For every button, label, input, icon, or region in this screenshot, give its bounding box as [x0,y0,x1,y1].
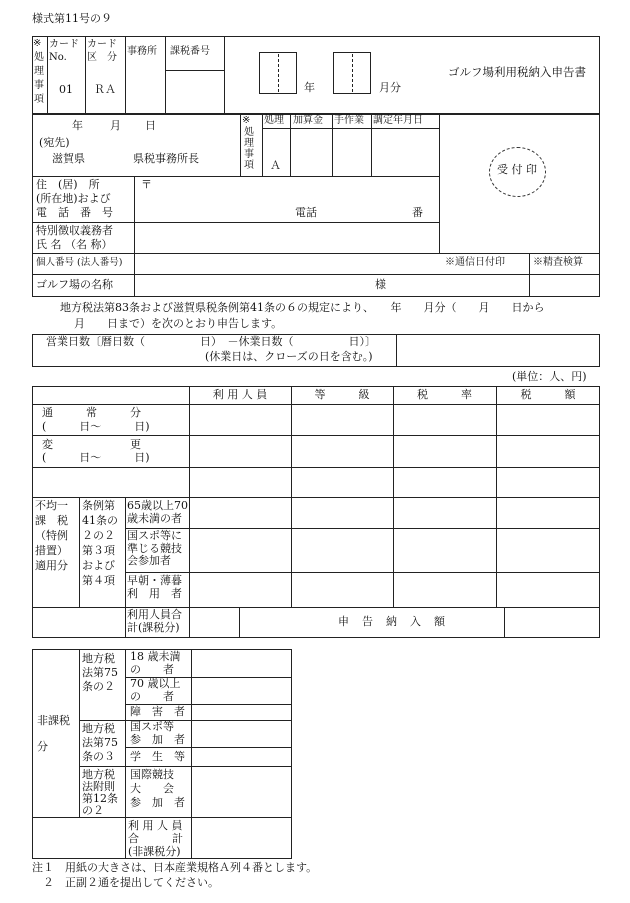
declared-amount-label: 申 告 納 入 額 [338,615,446,628]
month-label: 月分 [379,81,401,94]
card-no-value: 01 [59,83,73,96]
form-title: ゴルフ場利用税納入申告書 [448,65,586,79]
card-no-label: カード [49,39,79,50]
recipient-pref: 滋賀県 [52,152,85,165]
audit-label: ※精査検算 [533,257,583,268]
card-type-label: カード [87,39,117,50]
phone-label: 電話 [295,206,317,219]
normal-label: 通 常 分 [42,406,141,419]
year-label: 年 [304,81,315,94]
postal-mark: 〒 [141,178,152,191]
statement-line2: 月 日まで）を次のとおり申告します。 [74,317,283,330]
recipient-office: 県税事務所長 [133,152,199,165]
note-1: 注１ 用紙の大きさは、日本産業規格Ａ列４番とします。 [32,861,318,874]
change-label: 変 更 [42,438,141,451]
comm-date-label: ※通信日付印 [445,257,505,268]
nontax-label: 非課税 [37,714,70,727]
proc-value: Ａ [270,159,281,172]
unit-label: (単位：人、円) [512,370,587,383]
form-number: 様式第11号の９ [32,12,112,25]
statement-line1: 地方税法第83条および滋賀県税条例第41条の６の規定により、 年 月分（ 月 日から [60,301,545,314]
tax-no-label: 課税番号 [170,46,210,57]
reception-stamp-label: 受 付 印 [497,163,537,176]
note-2: ２ 正副２通を提出してください。 [32,876,219,889]
card-type-value: ＲＡ [94,83,116,96]
office-label: 事務所 [127,46,157,57]
